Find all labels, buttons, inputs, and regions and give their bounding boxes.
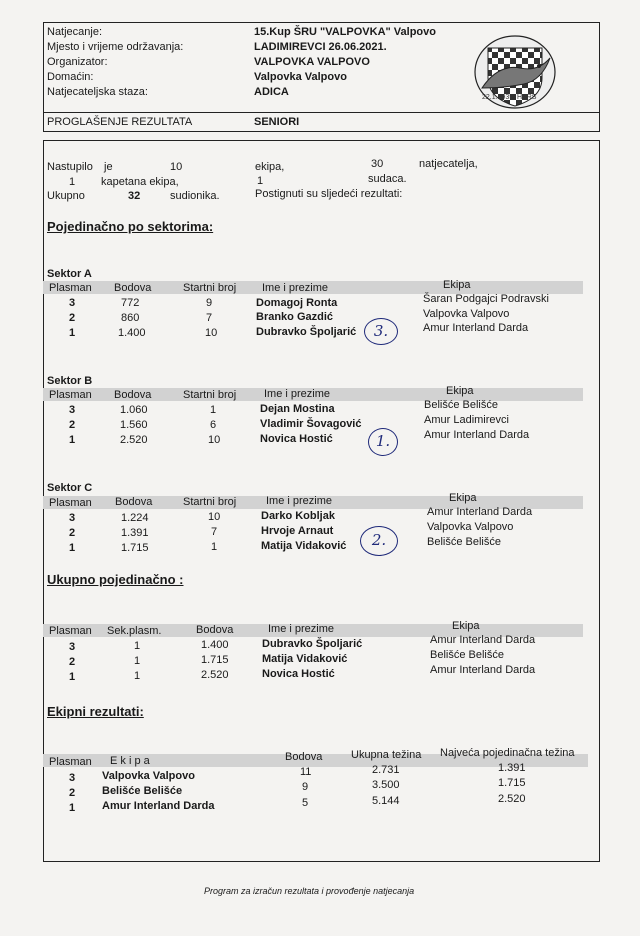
summary-ukupno: Ukupno: [47, 190, 85, 202]
bodova-cell: 1.715: [201, 654, 229, 666]
ekipa-cell: Amur Interland Darda: [427, 506, 533, 518]
label-mjesto: Mjesto i vrijeme održavanja:: [47, 41, 184, 53]
sector-c-col-ekipa: Ekipa: [449, 492, 477, 504]
plasman-cell: 3: [69, 404, 76, 416]
bodova-cell: 1.224: [121, 512, 149, 524]
summary-judges-count: 1: [257, 175, 264, 187]
ekipa-cell: Belišće Belišće: [424, 399, 498, 411]
value-domacin: Valpovka Valpovo: [254, 71, 347, 83]
ime-cell: Matija Vidaković: [262, 653, 348, 665]
summary-participants-count: 32: [128, 190, 141, 202]
ime-cell: Hrvoje Arnaut: [261, 525, 334, 537]
sector-b-col-ekipa: Ekipa: [446, 385, 474, 397]
label-natjecanje: Natjecanje:: [47, 26, 103, 38]
section-team-results: Ekipni rezultati:: [47, 704, 144, 719]
logo-text: 22.1.1935. HSRS: [482, 94, 537, 101]
ekipa-cell: Valpovka Valpovo: [102, 770, 195, 782]
ekipa-cell: Amur Interland Darda: [102, 800, 215, 812]
overall-col-sek: Sek.plasm.: [107, 625, 162, 637]
summary-natjecatelja: natjecatelja,: [419, 158, 478, 170]
sek-cell: 1: [134, 670, 141, 682]
sector-c-col-bodova: Bodova: [115, 496, 153, 508]
sector-a-col-ime: Ime i prezime: [262, 282, 329, 294]
handwritten-circle-sector-c: 2.: [360, 526, 398, 556]
bodova-cell: 2.520: [201, 669, 229, 681]
section-overall-individual: Ukupno pojedinačno :: [47, 572, 184, 587]
plasman-cell: 3: [69, 772, 76, 784]
ukupna-cell: 5.144: [372, 795, 400, 807]
result-label: PROGLAŠENJE REZULTATA: [47, 116, 193, 128]
sector-b-col-ime: Ime i prezime: [264, 388, 331, 400]
ime-cell: Novica Hostić: [262, 668, 335, 680]
najveca-cell: 2.520: [498, 793, 526, 805]
ime-cell: Novica Hostić: [260, 433, 333, 445]
handwritten-circle-sector-a: 3.: [364, 318, 398, 345]
ekipa-cell: Amur Interland Darda: [424, 429, 530, 441]
bodova-cell: 1.391: [121, 527, 149, 539]
overall-col-plasman: Plasman: [49, 625, 92, 637]
ekipa-cell: Belišće Belišće: [102, 785, 183, 797]
ekipa-cell: Valpovka Valpovo: [423, 308, 510, 320]
plasman-cell: 2: [69, 312, 76, 324]
startni-cell: 10: [205, 327, 218, 339]
ime-cell: Domagoj Ronta: [256, 297, 338, 309]
startni-cell: 9: [206, 297, 213, 309]
ime-cell: Vladimir Šovagović: [260, 418, 362, 430]
summary-nastupilo: Nastupilo: [47, 161, 93, 173]
summary-sudaca: sudaca.: [368, 173, 407, 185]
bodova-cell: 2.520: [120, 434, 148, 446]
bodova-cell: 1.400: [118, 327, 146, 339]
ime-cell: Dubravko Špoljarić: [256, 326, 357, 338]
startni-cell: 1: [211, 541, 218, 553]
bodova-cell: 860: [121, 312, 140, 324]
header-divider: [43, 112, 600, 113]
startni-cell: 6: [210, 419, 217, 431]
plasman-cell: 2: [69, 527, 76, 539]
sector-b-title: Sektor B: [47, 375, 93, 387]
startni-cell: 7: [206, 312, 213, 324]
ekipa-cell: Amur Ladimirevci: [424, 414, 509, 426]
sector-a-title: Sektor A: [47, 268, 92, 280]
teams-col-ukupna: Ukupna težina: [351, 749, 422, 761]
sector-b-col-startni: Startni broj: [183, 389, 237, 401]
bodova-cell: 1.060: [120, 404, 148, 416]
bodova-cell: 5: [302, 797, 309, 809]
sector-c-col-plasman: Plasman: [49, 497, 92, 509]
ukupna-cell: 3.500: [372, 779, 400, 791]
teams-col-ekipa: E k i p a: [110, 755, 150, 767]
label-organizator: Organizator:: [47, 56, 108, 68]
ekipa-cell: Amur Interland Darda: [430, 664, 536, 676]
ekipa-cell: Valpovka Valpovo: [427, 521, 514, 533]
sector-a-col-startni: Startni broj: [183, 282, 237, 294]
startni-cell: 10: [208, 511, 221, 523]
handwritten-circle-sector-b: 1.: [368, 428, 398, 456]
label-staza: Natjecateljska staza:: [47, 86, 148, 98]
plasman-cell: 1: [69, 327, 76, 339]
plasman-cell: 3: [69, 641, 76, 653]
summary-competitors-count: 30: [371, 158, 384, 170]
ekipa-cell: Amur Interland Darda: [423, 322, 529, 334]
ekipa-cell: Belišće Belišće: [427, 536, 501, 548]
plasman-cell: 3: [69, 512, 76, 524]
ime-cell: Dubravko Špoljarić: [262, 638, 363, 650]
teams-col-bodova: Bodova: [285, 751, 323, 763]
startni-cell: 10: [208, 434, 221, 446]
summary-teams-count: 10: [170, 161, 183, 173]
teams-col-plasman: Plasman: [49, 756, 92, 768]
sector-a-col-plasman: Plasman: [49, 282, 92, 294]
footer-text: Program za izračun rezultata i provođenje natjecanja: [204, 886, 415, 896]
plasman-cell: 1: [69, 802, 76, 814]
ime-cell: Matija Vidaković: [261, 540, 347, 552]
summary-je: je: [104, 161, 113, 173]
plasman-cell: 2: [69, 419, 76, 431]
bodova-cell: 1.715: [121, 542, 149, 554]
summary-sudionika: sudionika.: [170, 190, 220, 202]
plasman-cell: 3: [69, 297, 76, 309]
plasman-cell: 1: [69, 671, 76, 683]
ekipa-cell: Belišće Belišće: [430, 649, 504, 661]
plasman-cell: 1: [69, 434, 76, 446]
ime-cell: Dejan Mostina: [260, 403, 335, 415]
bodova-cell: 9: [302, 781, 309, 793]
section-individual-sectors: Pojedinačno po sektorima:: [47, 219, 214, 234]
sector-c-col-ime: Ime i prezime: [266, 495, 333, 507]
bodova-cell: 11: [300, 766, 312, 778]
sector-c-col-startni: Startni broj: [183, 496, 237, 508]
najveca-cell: 1.715: [498, 777, 526, 789]
value-staza: ADICA: [254, 86, 289, 98]
value-mjesto: LADIMIREVCI 26.06.2021.: [254, 41, 387, 53]
ekipa-cell: Šaran Podgajci Podravski: [423, 293, 549, 305]
ekipa-cell: Amur Interland Darda: [430, 634, 536, 646]
overall-col-ekipa: Ekipa: [452, 620, 480, 632]
sek-cell: 1: [134, 655, 141, 667]
ukupna-cell: 2.731: [372, 764, 400, 776]
sector-b-col-plasman: Plasman: [49, 389, 92, 401]
ime-cell: Darko Kobljak: [261, 510, 335, 522]
teams-col-najveca: Najveća pojedinačna težina: [440, 747, 575, 759]
overall-col-ime: Ime i prezime: [268, 623, 335, 635]
summary-postignuti: Postignuti su sljedeći rezultati:: [255, 188, 403, 200]
sector-c-title: Sektor C: [47, 482, 93, 494]
ime-cell: Branko Gazdić: [256, 311, 334, 323]
startni-cell: 7: [211, 526, 218, 538]
value-natjecanje: 15.Kup ŠRU "VALPOVKA" Valpovo: [254, 26, 436, 38]
overall-col-bodova: Bodova: [196, 624, 234, 636]
club-logo: [468, 28, 562, 110]
sek-cell: 1: [134, 640, 141, 652]
summary-captains-count: 1: [69, 176, 76, 188]
bodova-cell: 1.400: [201, 639, 229, 651]
sector-a-col-bodova: Bodova: [114, 282, 152, 294]
plasman-cell: 2: [69, 787, 76, 799]
bodova-cell: 1.560: [120, 419, 148, 431]
value-organizator: VALPOVKA VALPOVO: [254, 56, 370, 68]
summary-ekipa-word: ekipa,: [255, 161, 285, 173]
summary-kapetana: kapetana ekipa,: [101, 176, 179, 188]
plasman-cell: 1: [69, 542, 76, 554]
najveca-cell: 1.391: [498, 762, 526, 774]
label-domacin: Domaćin:: [47, 71, 94, 83]
sector-a-col-ekipa: Ekipa: [443, 279, 471, 291]
plasman-cell: 2: [69, 656, 76, 668]
result-value: SENIORI: [254, 116, 300, 128]
startni-cell: 1: [210, 404, 217, 416]
sector-b-col-bodova: Bodova: [114, 389, 152, 401]
bodova-cell: 772: [121, 297, 140, 309]
